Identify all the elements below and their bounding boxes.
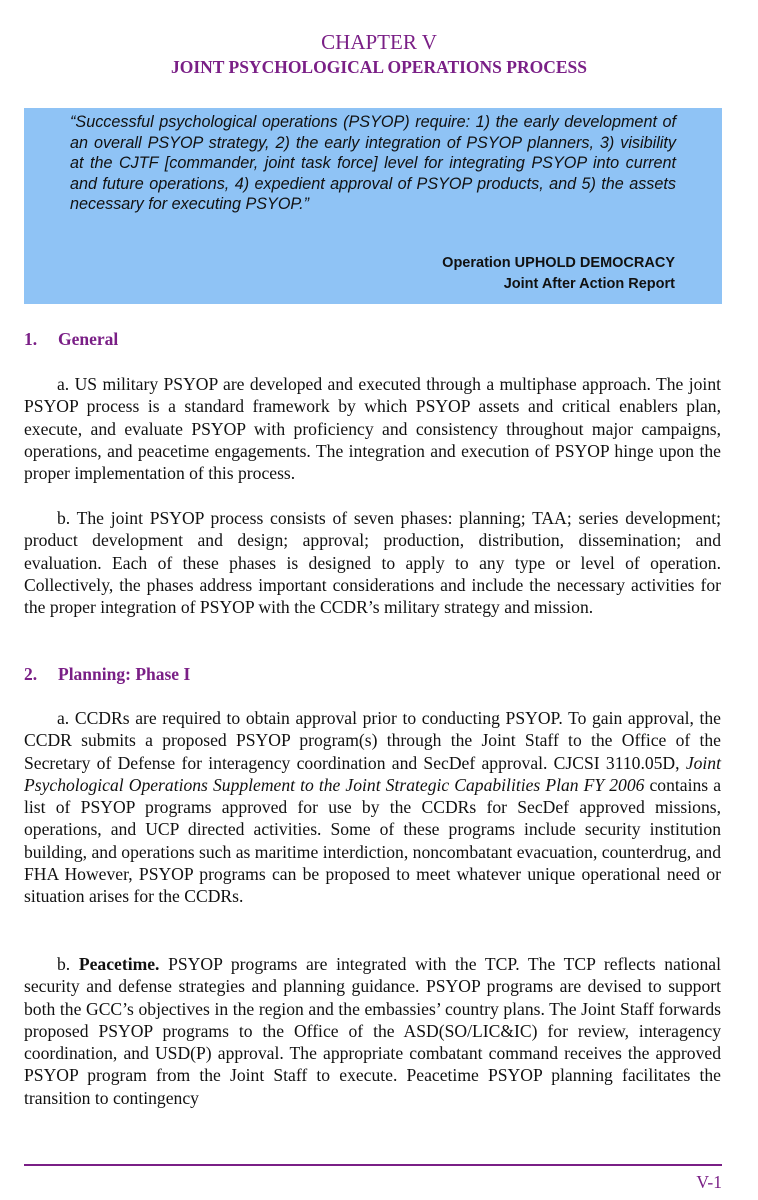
section-number: 2. (24, 664, 38, 684)
section-title: General (58, 329, 119, 349)
publication-title: Joint Psychological Operations Supplement to the Joint Strategic Capabilities Plan FY 2006 (24, 752, 721, 795)
paragraph-planning-a (24, 707, 721, 908)
quote-source-report: Joint After Action Report (503, 276, 675, 292)
paragraph-general-b: b. The joint PSYOP process consists of seven phases: planning; TAA; series development; product development and design; approval; production, distribution, dissemination; and evaluation. Each of these phases is designed to apply to any type or level of operation. Collectively, the phases address important considerations and include the necessary activities for the proper integration of PSYOP with the CCDR’s military strategy and mission. (24, 508, 721, 618)
chapter-title: JOINT PSYCHOLOGICAL OPERATIONS PROCESS (170, 57, 588, 77)
footer-rule (24, 1164, 722, 1166)
paragraph-prefix: b. (57, 954, 71, 974)
section-heading-general (24, 328, 118, 350)
chapter-number: CHAPTER V (321, 30, 437, 54)
section-heading-planning (24, 663, 190, 685)
section-title: Planning: Phase I (58, 664, 191, 684)
paragraph-general-a: a. US military PSYOP are developed and executed through a multiphase approach. The joint PSYOP process is a standard framework by which PSYOP assets and critical enablers plan, execute, and evaluate PSYOP with proficiency and consistency throughout major campaigns, operations, and peacetime engagements. The integration and execution of PSYOP hinge upon the proper implementation of this process. (24, 374, 721, 484)
quote-text: “Successful psychological operations (PSYOP) require: 1) the early development of an overall PSYOP strategy, 2) the early integration of PSYOP planners, 3) visibility at the CJTF [commander, joint task force] level for integrating PSYOP into current and future operations, 4) expedient approval of PSYOP products, and 5) the assets necessary for executing PSYOP.” (70, 113, 676, 214)
paragraph-planning-b (24, 953, 721, 1109)
paragraph-label: Peacetime. (78, 954, 160, 974)
quote-box (24, 108, 722, 304)
section-number: 1. (24, 329, 38, 349)
paragraph-text: PSYOP programs are integrated with the TCP. The TCP reflects national security and defense strategies and planning guidance. PSYOP programs are devised to support both the GCC’s objectives in the region and the embassies’ country plans. The Joint Staff forwards proposed PSYOP programs to the Office of the ASD(SO/LIC&IC) for review, interagency coordination, and USD(P) approval. The appropriate combatant command receives the approved PSYOP program from the Joint Staff to execute. Peacetime PSYOP planning facilitates the transition to contingency (24, 954, 721, 1108)
quote-source (442, 253, 675, 295)
paragraph-text: a. CCDRs are required to obtain approval prior to conducting PSYOP. To gain approval, the CCDR submits a proposed PSYOP program(s) through the Joint Staff to the Office of the Secretary of Defense for interagency coordination and SecDef approval. CJCSI 3110.05D, (24, 708, 721, 773)
quote-source-operation: Operation UPHOLD DEMOCRACY (442, 255, 675, 271)
paragraph-text: contains a list of PSYOP programs approved for use by the CCDRs for SecDef approved missions, operations, and UCP directed activities. Some of these programs include security institution building, and operations such as maritime interdiction, noncombatant evacuation, counterdrug, and FHA However, PSYOP programs can be proposed to meet whatever unique operational need or situation arises for the CCDRs. (24, 774, 722, 907)
page-number: V-1 (696, 1172, 722, 1192)
